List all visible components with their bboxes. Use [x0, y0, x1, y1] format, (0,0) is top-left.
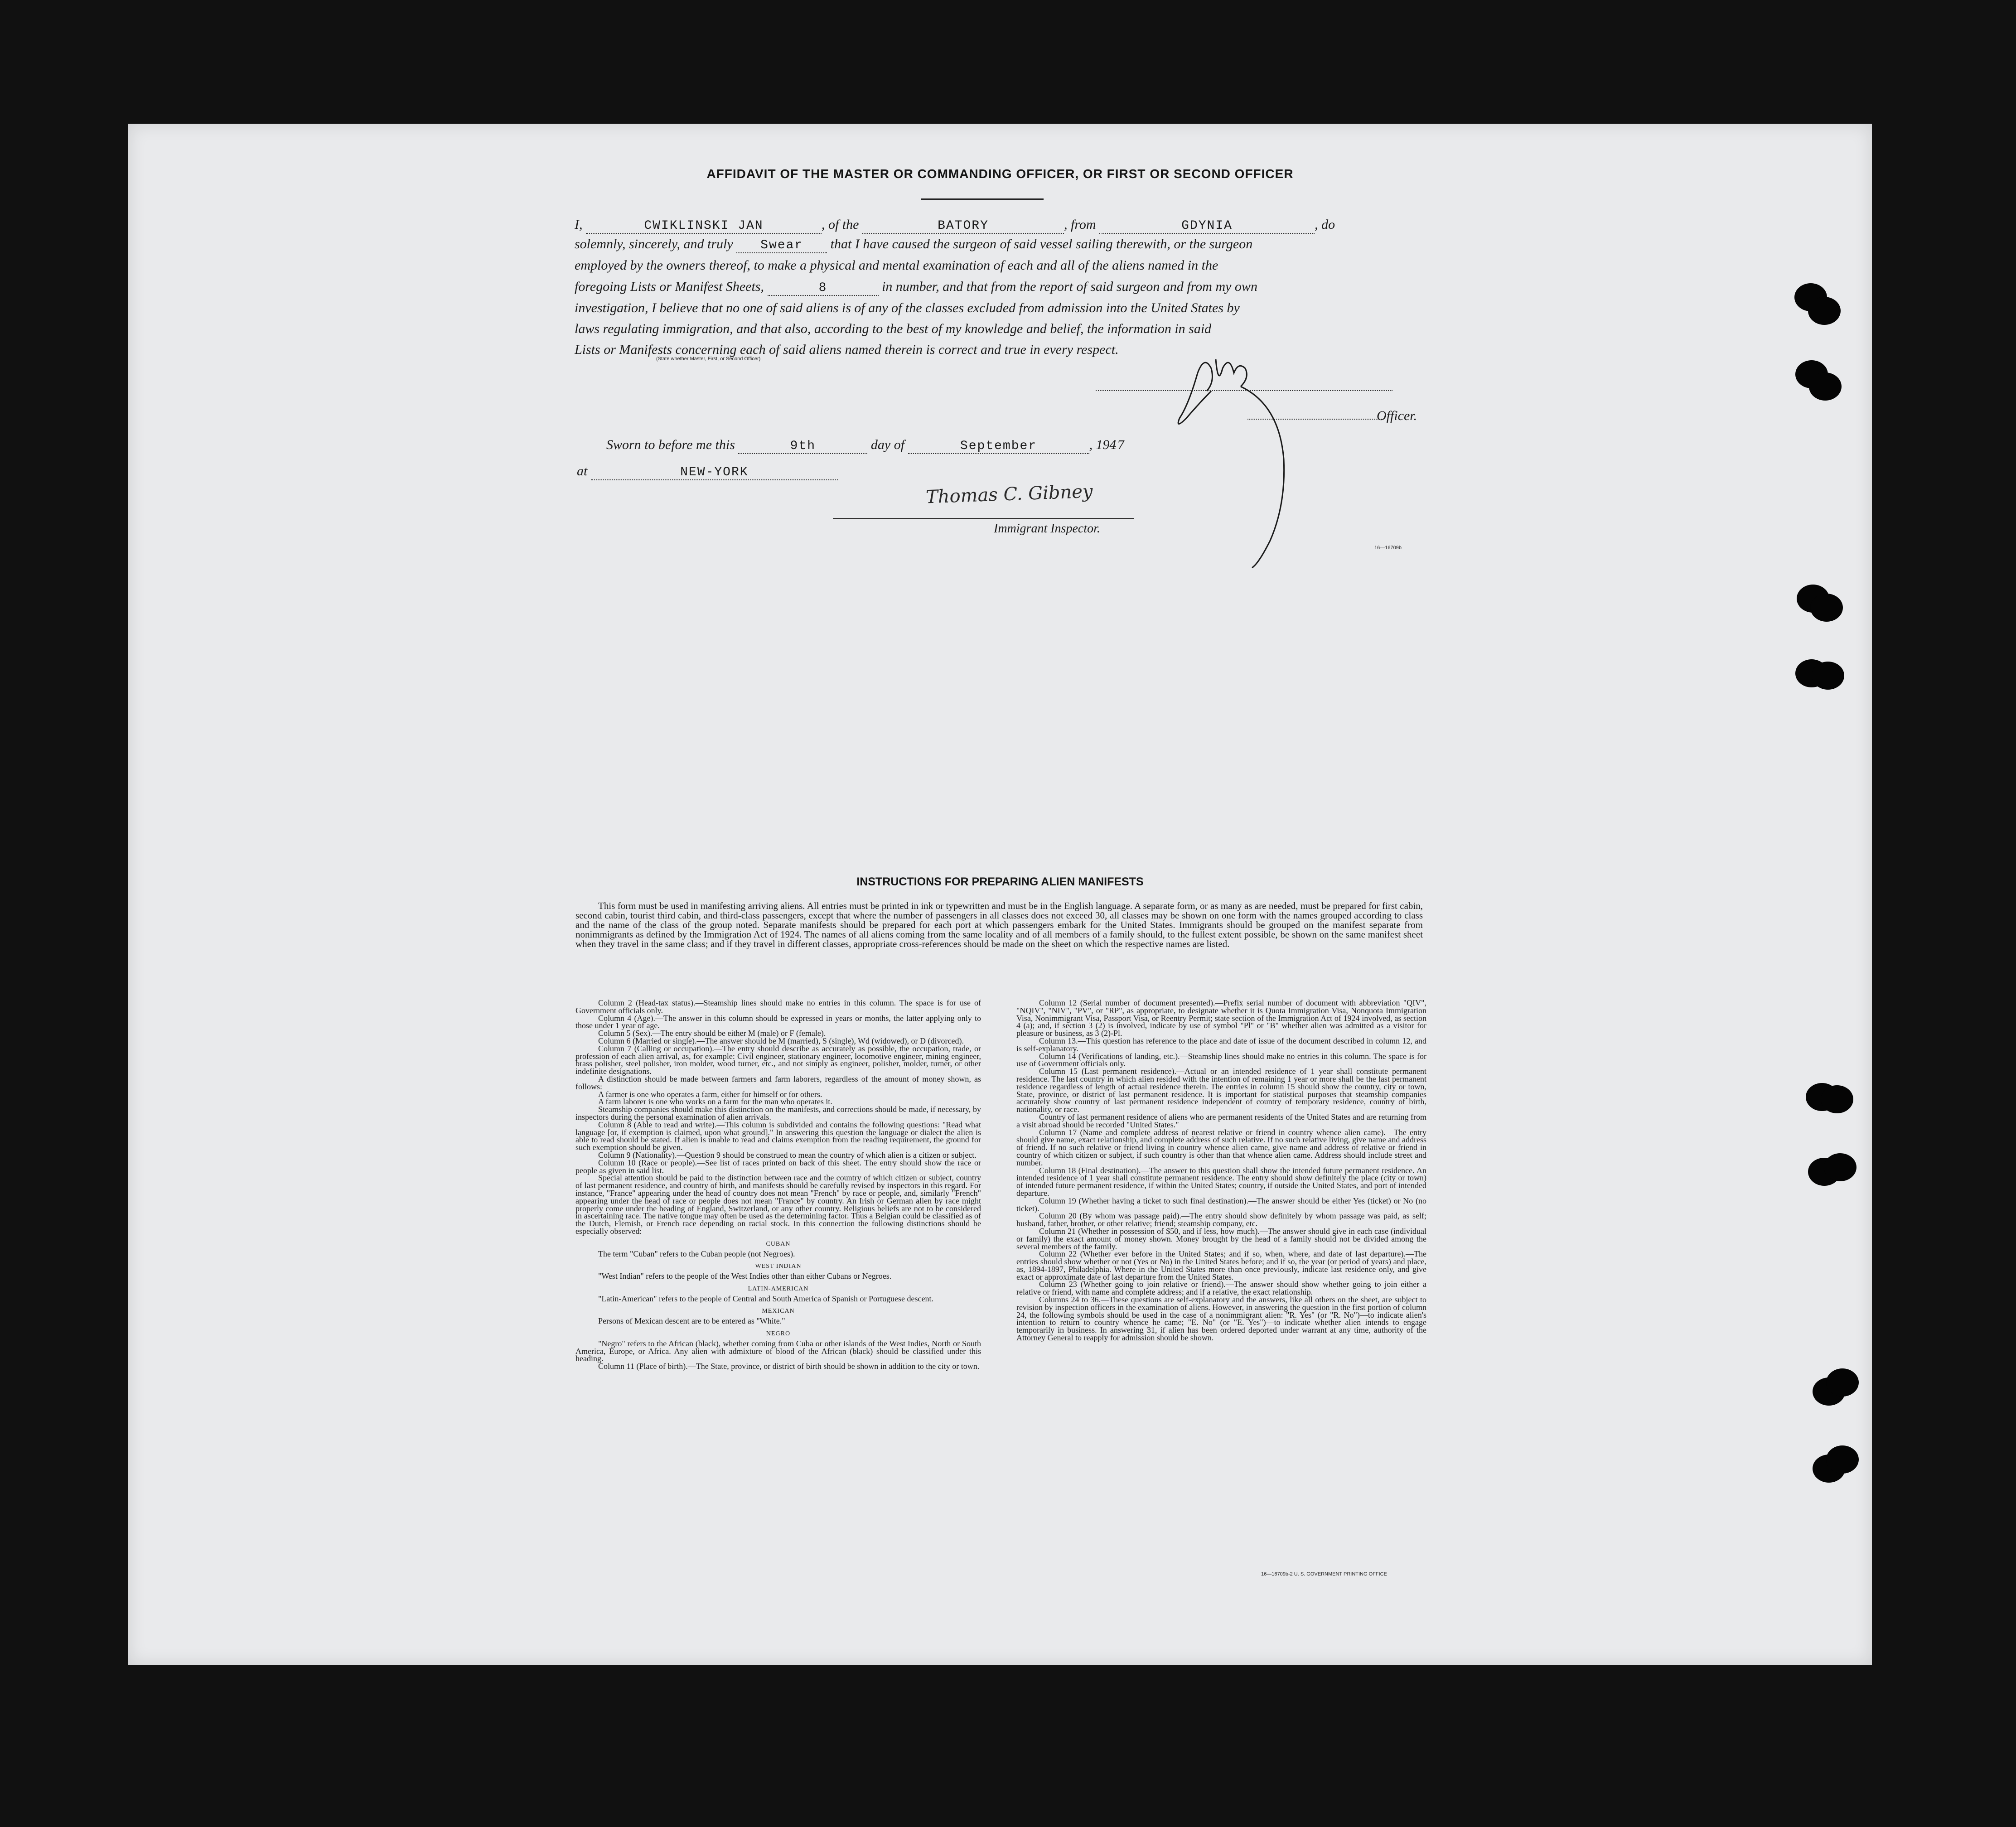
instruction-paragraph: A farmer is one who operates a farm, either for himself or for others. [598, 1089, 822, 1099]
inspector-label: Immigrant Inspector. [994, 522, 1100, 536]
text-negro: "Negro" refers to the African (black), whether coming from Cuba or other islands of the West Indies, North or South America, Europe, or Africa. Any alien with admixture of blood of the African (black) should be classified under this heading. [575, 1339, 981, 1363]
instruction-paragraph: Columns 24 to 36.—These questions are self-explanatory and the answers, like all others on the sheet, are subject to revision by inspection officers in the examination of aliens. However, in answering the question in the first portion of column 24, the following symbols should be used in the case of a nonimmigrant alien: "R. Yes" (or "R. No")—to indicate alien's intention to return to country whence he came; "E. No" (or "E. Yes")—to indicate whether alien intends to engage temporarily in business. In answering 31, if alien has been ordered deported under warrant at any time, authority of the Attorney General to reapply for admission should be shown. [1016, 1295, 1426, 1343]
heading-negro: NEGRO [766, 1330, 791, 1338]
punch-hole [1808, 297, 1841, 325]
officer-label: Officer. [1377, 408, 1417, 423]
sworn-line [606, 437, 1460, 454]
instruction-paragraph: Column 7 (Calling or occupation).—The entry should describe as accurately as possible, the occupation, trade, or profession of each alien arrival, as, for example: Civil engineer, stationary engineer, locomotive engineer, mining engineer, brass polisher, steel polisher, iron molder, wood turner, etc., and not simply as engineer, polisher, molder, turner, or other indefinite designations. [575, 1044, 981, 1076]
line1-from: , from [1064, 217, 1096, 232]
sheet-count-field: 8 [768, 281, 879, 296]
officer-rank-note: (State whether Master, First, or Second Officer) [656, 356, 761, 362]
instructions-title: INSTRUCTIONS FOR PREPARING ALIEN MANIFESTS [856, 875, 1144, 888]
line1-mid: , of the [822, 217, 859, 232]
officer-signature [1161, 341, 1315, 667]
instruction-paragraph: Column 15 (Last permanent residence).—Actual or an intended residence of 1 year shall constitute permanent residence. The last country in which alien resided with the intention of remaining 1 year or more shall be the last permanent residence regardless of length of actual residence therein. The entries in column 15 should show the country, city or town, State, province, or district of last permanent residence. It is important for statistical purposes that steamship companies accurately show country of last permanent residence independent of country of temporary residence, country of birth, nationality, or race. [1016, 1067, 1426, 1114]
inspector-signature: Thomas C. Gibney [925, 481, 1093, 508]
heading-mexican: MEXICAN [762, 1308, 795, 1315]
instructions-left-column [575, 999, 981, 1370]
instruction-paragraph: Column 12 (Serial number of document presented).—Prefix serial number of document with abbreviation "QIV", "NQIV", "NIV", "PV", or "RP", as appropriate, to designate whether it is Quota Immigration Visa, Nonquota Immigration Visa, Nonimmigrant Visa, Passport Visa, or Reentry Permit; state section of the Immigration Act of 1924 involved, as section 4 (a); and, if section 3 (2) is involved, indicate by use of symbol "Pl" or "B" whether alien was admitted as a visitor for pleasure or business, as 3 (2)-Pl. [1016, 998, 1426, 1038]
affidavit-line-2 [575, 237, 1429, 253]
instruction-paragraph: Column 2 (Head-tax status).—Steamship lines should make no entries in this column. The space is for use of Government officials only. [575, 998, 981, 1015]
punch-hole [1824, 1153, 1856, 1181]
instruction-paragraph: Column 8 (Able to read and write).—This column is subdivided and contains the following questions: "Read what language [or, if exemption is claimed, upon what ground]." In answering this question the language or dialect the alien is able to read should be stated. If alien is unable to read and claims exemption from the reading requirement, the ground for such exemption should be given. [575, 1120, 981, 1152]
instruction-paragraph: Column 22 (Whether ever before in the United States; and if so, when, where, and date of last departure).—The entries should show whether or not (Yes or No) in the United States before; and if so, the year (or period of years) and place, as, 1894-1897, Philadelphia. Where in the United States more than once previously, indicate last residence only, and give exact or approximate date of last departure from the United States. [1016, 1249, 1426, 1281]
affidavit-line-4 [575, 279, 1429, 296]
line2-rest: that I have caused the surgeon of said vessel sailing therewith, or the surgeon [830, 237, 1253, 251]
instruction-paragraph: Country of last permanent residence of aliens who are permanent residents of the United States and are returning from a visit abroad should be recorded "United States." [1016, 1112, 1426, 1129]
instruction-paragraph: Column 4 (Age).—The answer in this column should be expressed in years or months, the latter applying only to those under 1 year of age. [575, 1013, 981, 1030]
instruction-paragraph: Column 21 (Whether in possession of $50, and if less, how much).—The answer should give in each case (individual or family) the exact amount of money shown. Money brought by the head of a family should not be divided among the several members of the family. [1016, 1226, 1426, 1251]
instructions-intro: This form must be used in manifesting arriving aliens. All entries must be printed in ink or typewritten and must be in the English language. A separate form, or as many as are needed, must be prepared for first cabin, second cabin, tourist third cabin, and third-class passengers, except that where the number of passengers in all classes does not exceed 30, all classes may be shown on one form with the names grouped according to class and the name of the class of the group noted. Separate manifests should be prepared for each port at which passengers embark for the United States. Immigrants should be grouped on the manifest separate from nonimmigrants as defined by the Immigration Act of 1924. The names of all aliens coming from the same locality and of all members of a family should, to the fullest extent possible, be shown on the same manifest sheet when they travel in the same class; and if they travel in different classes, appropriate cross-references should be made on the sheet on which the respective names are listed. [575, 900, 1423, 949]
instructions-right-column [1016, 999, 1426, 1342]
instruction-paragraph: Column 17 (Name and complete address of nearest relative or friend in country whence alien came).—The entry should give name, exact relationship, and complete address of such relative. If no such relative living, give name and address of friend. If no such relative or friend living in country whence alien came, give name and address of relative or friend in country of which citizen or subject, if such country is other than that whence alien came. Address should include street and number. [1016, 1127, 1426, 1167]
instruction-paragraph: Column 18 (Final destination).—The answer to this question shall show the intended future permanent residence. An intended residence of 1 year shall constitute permanent residence. The entry should show definitely the place (city or town) of intended future permanent residence, if within the United States; country, if outside the United States, and port of intended departure. [1016, 1165, 1426, 1198]
port-field: GDYNIA [1099, 219, 1315, 234]
affidavit-form-number: 16—16709b [1374, 545, 1402, 551]
punch-hole [1810, 594, 1843, 622]
affidavit-line-3: employed by the owners thereof, to make a physical and mental examination of each and all of the aliens named in the [575, 258, 1218, 273]
ship-name-field: BATORY [862, 219, 1064, 234]
text-latin-american: "Latin-American" refers to the people of Central and South America of Spanish or Portuguese descent. [598, 1294, 933, 1303]
instruction-paragraph: Column 10 (Race or people).—See list of races printed on back of this sheet. The entry should show the race or people as given in said list. [575, 1158, 981, 1175]
line1-end: , do [1315, 217, 1335, 232]
punch-hole [1812, 662, 1844, 690]
inspector-signature-line [833, 518, 1134, 519]
punch-hole [1821, 1085, 1853, 1113]
punch-hole [1826, 1445, 1859, 1474]
heading-latin-american: LATIN-AMERICAN [748, 1285, 809, 1292]
instruction-paragraph: Column 6 (Married or single).—The answer should be M (married), S (single), Wd (widowed), or D (divorced). [598, 1036, 964, 1045]
instruction-paragraph: Column 13.—This question has reference to the place and date of issue of the document described in column 12, and is self-explanatory. [1016, 1036, 1426, 1053]
text-column-11: Column 11 (Place of birth).—The State, province, or district of birth should be shown in addition to the city or town. [598, 1362, 980, 1371]
instruction-paragraph: Column 23 (Whether going to join relative or friend).—The answer should show whether going to join either a relative or friend, with name and complete address; and if a relative, the exact relationship. [1016, 1280, 1426, 1297]
affidavit-line-5: investigation, I believe that no one of said aliens is of any of the classes excluded from admission into the United States by [575, 300, 1240, 315]
sworn-prefix: Sworn to before me this [606, 437, 735, 452]
sworn-day-field: 9th [738, 439, 867, 454]
instruction-paragraph: Column 20 (By whom was passage paid).—The entry should show definitely by whom passage was paid, as self; husband, father, brother, or other relative; friend; steamship company, etc. [1016, 1211, 1426, 1228]
instruction-paragraph: Column 5 (Sex).—The entry should be either M (male) or F (female). [598, 1029, 826, 1038]
line4-prefix: foregoing Lists or Manifest Sheets, [575, 279, 764, 294]
sworn-mid: day of [870, 437, 905, 452]
printing-office-footer: 16—16709b-2 U. S. GOVERNMENT PRINTING OFFICE [1261, 1571, 1387, 1577]
instruction-paragraph: A farm laborer is one who works on a farm for the man who operates it. [598, 1097, 832, 1107]
text-mexican: Persons of Mexican descent are to be entered as "White." [598, 1316, 785, 1326]
instruction-paragraph: Column 14 (Verifications of landing, etc.).—Steamship lines should make no entries in this column. The space is for use of Government officials only. [1016, 1051, 1426, 1068]
text-cuban: The term "Cuban" refers to the Cuban people (not Negroes). [598, 1249, 795, 1258]
affidavit-line-1 [575, 217, 1429, 234]
line1-prefix: I, [575, 217, 583, 232]
affidavit-title: AFFIDAVIT OF THE MASTER OR COMMANDING OFFICER, OR FIRST OR SECOND OFFICER [706, 167, 1294, 181]
instruction-paragraph: Steamship companies should make this distinction on the manifests, and corrections should be made, if necessary, by inspectors during the personal examination of alien arrivals. [575, 1105, 981, 1121]
oath-field: Swear [736, 238, 827, 253]
instruction-paragraph: Column 9 (Nationality).—Question 9 should be construed to mean the country of which alien is a citizen or subject. [598, 1150, 977, 1160]
punch-hole [1809, 372, 1842, 401]
sworn-year-prefix: , 19 [1089, 437, 1110, 452]
instruction-paragraph: Column 19 (Whether having a ticket to such final destination).—The answer should be either Yes (ticket) or No (no ticket). [1016, 1196, 1426, 1213]
document-sheet [128, 124, 1872, 1665]
affidavit-line-7: Lists or Manifests concerning each of said aliens named therein is correct and true in every respect. [575, 342, 1119, 357]
title-divider [921, 198, 1044, 200]
sworn-month-field: September [908, 439, 1089, 454]
at-place-field: NEW-YORK [591, 465, 838, 480]
at-label: at [577, 464, 588, 478]
instruction-paragraph: Special attention should be paid to the distinction between race and the country of which citizen or subject, country of last permanent residence, and country of birth, and manifests should be carefully revised by inspectors in this regard. For instance, "France" appearing under the head of country does not mean "French" by race or people, and, similarly "French" appearing under the head of race or people does not mean "France" by country. An Irish or German alien by race might properly come under the heading of England, Switzerland, or any other country. Religious beliefs are not to be considered in ascertaining race. The native tongue may often be used as the determining factor. Thus a Belgian could be classified as of the Dutch, Flemish, or French race depending on racial stock. In this connection the following distinctions should be especially observed: [575, 1173, 981, 1236]
text-west-indian: "West Indian" refers to the people of the West Indies other than either Cubans or Negroes. [598, 1271, 892, 1281]
sworn-year-handwritten: 47 [1109, 439, 1125, 452]
punch-hole [1826, 1368, 1859, 1397]
line2-prefix: solemnly, sincerely, and truly [575, 237, 733, 251]
heading-cuban: CUBAN [766, 1240, 791, 1247]
officer-name-field: CWIKLINSKI JAN [586, 219, 822, 234]
instruction-paragraph: A distinction should be made between farmers and farm laborers, regardless of the amount of money shown, as follows: [575, 1074, 981, 1091]
line4-rest: in number, and that from the report of said surgeon and from my own [882, 279, 1257, 294]
affidavit-line-6: laws regulating immigration, and that also, according to the best of my knowledge and belief, the information in said [575, 321, 1212, 336]
heading-west-indian: WEST INDIAN [755, 1263, 802, 1270]
at-line [577, 464, 1431, 480]
